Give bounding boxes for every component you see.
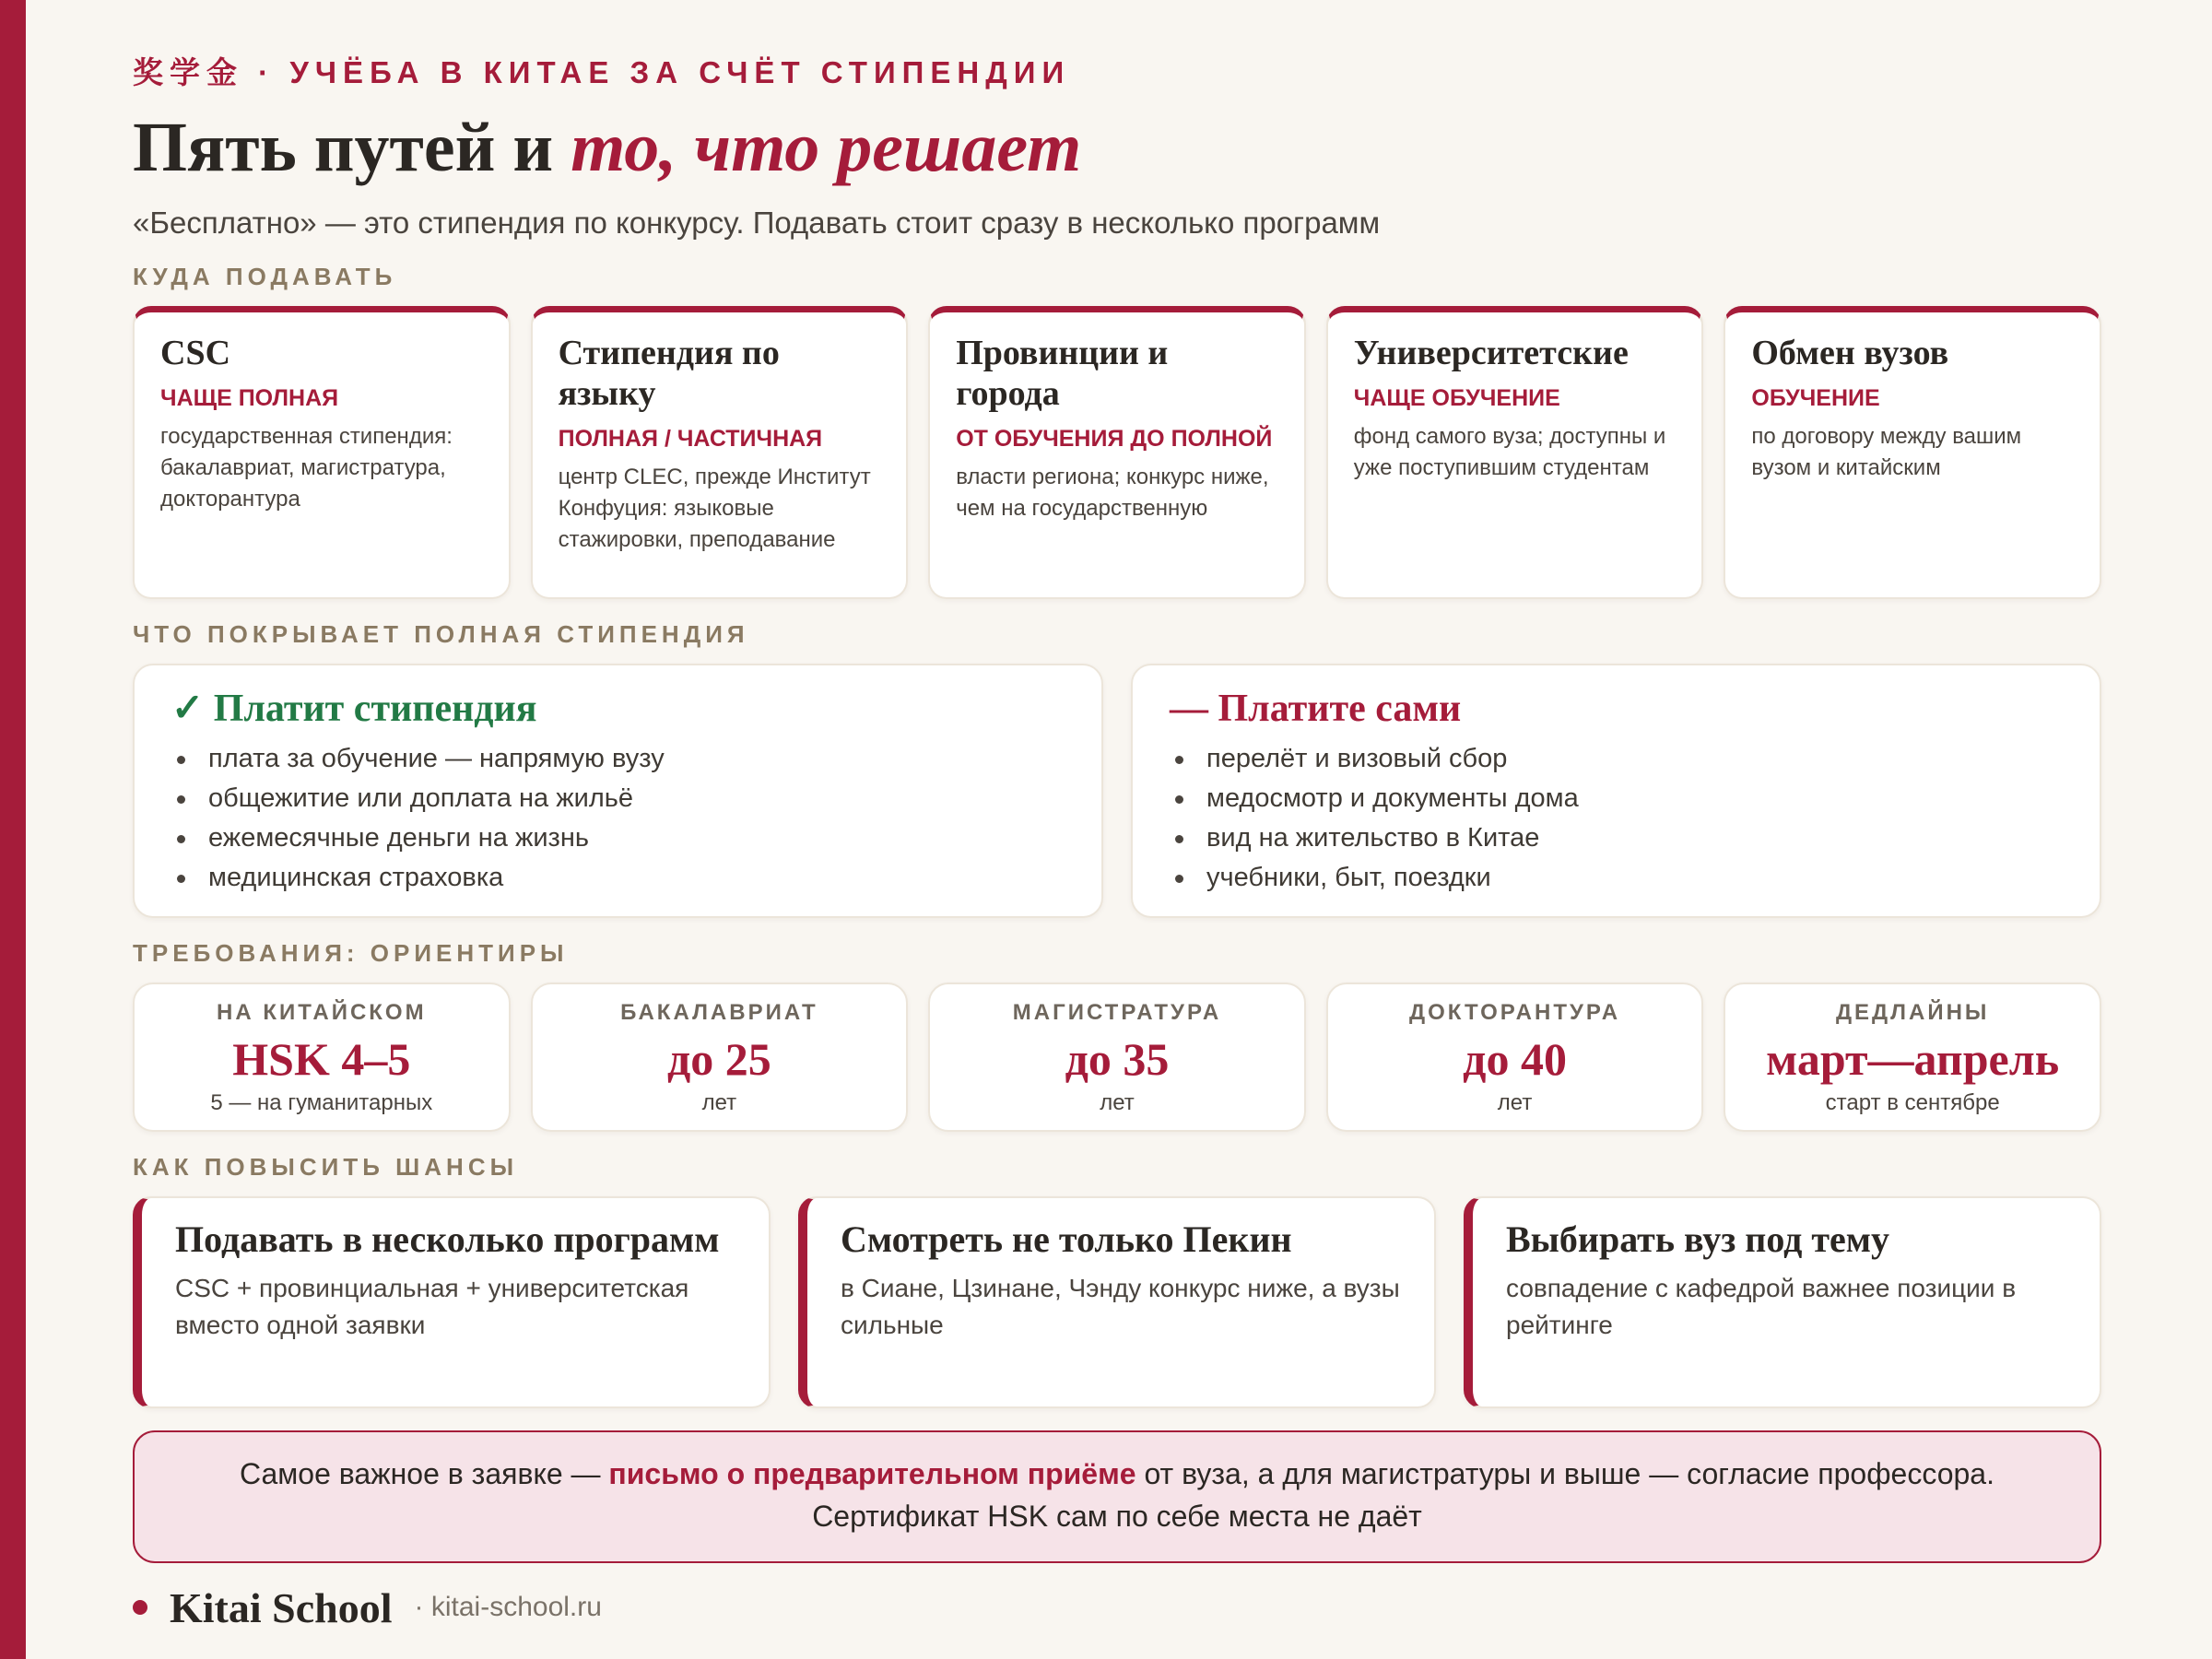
tip-title: Смотреть не только Пекин — [841, 1218, 1292, 1260]
coverage-row — [133, 664, 2101, 918]
not-covered-card — [1131, 664, 2101, 918]
tip-title: Подавать в несколько программ — [175, 1218, 720, 1260]
path-title: Обмен вузов — [1751, 334, 1949, 372]
tip-card-multiple — [133, 1196, 771, 1408]
page-title — [133, 103, 2101, 192]
path-tag: ПОЛНАЯ / ЧАСТИЧНАЯ — [558, 426, 823, 452]
note-text: от вуза, а для магистратуры и выше — согласие профессора. — [1135, 1457, 1994, 1490]
path-desc: по договору между вашим вузом и китайским — [1751, 424, 2022, 480]
section-label-requirements: ТРЕБОВАНИЯ: ОРИЕНТИРЫ — [133, 939, 569, 967]
tip-card-cities — [798, 1196, 1436, 1408]
req-value: до 25 — [666, 1033, 771, 1085]
subtitle: «Бесплатно» — это стипендия по конкурсу. Подавать стоит сразу в несколько программ — [133, 206, 1381, 240]
req-value: до 35 — [1065, 1033, 1170, 1085]
covered-list — [173, 739, 1065, 898]
req-card-bachelor — [531, 982, 909, 1132]
section-label-tips: КАК ПОВЫСИТЬ ШАНСЫ — [133, 1153, 519, 1181]
list-item: ежемесячные деньги на жизнь — [173, 818, 1065, 858]
req-note: 5 — на гуманитарных — [210, 1090, 433, 1115]
section-label-coverage: ЧТО ПОКРЫВАЕТ ПОЛНАЯ СТИПЕНДИЯ — [133, 620, 749, 648]
footer-brand: Kitai School — [170, 1583, 393, 1631]
list-item: учебники, быт, поездки — [1171, 858, 2063, 898]
brand-dot-icon — [133, 1600, 147, 1615]
note-line-2: Сертификат HSK сам по себе места не даёт — [812, 1500, 1422, 1533]
req-note: лет — [701, 1090, 737, 1115]
path-card-provinces — [928, 306, 1306, 599]
note-line-1 — [135, 1453, 2100, 1495]
tip-title: Выбирать вуз под тему — [1506, 1218, 1890, 1260]
list-item: общежитие или доплата на жильё — [173, 779, 1065, 818]
req-card-deadlines — [1724, 982, 2101, 1132]
path-desc: центр CLEC, прежде Институт Конфуция: языковые стажировки, преподавание — [558, 465, 871, 552]
req-label: МАГИСТРАТУРА — [1012, 1000, 1222, 1025]
path-card-university — [1326, 306, 1704, 599]
list-item: перелёт и визовый сбор — [1171, 739, 2063, 779]
path-card-csc — [133, 306, 511, 599]
req-card-chinese — [133, 982, 511, 1132]
path-desc: власти региона; конкурс ниже, чем на государственную — [956, 465, 1269, 521]
req-label: ДЕДЛАЙНЫ — [1835, 1000, 1990, 1025]
list-item: плата за обучение — напрямую вузу — [173, 739, 1065, 779]
req-label: БАКАЛАВРИАТ — [620, 1000, 818, 1025]
path-card-language — [531, 306, 909, 599]
req-note: старт в сентябре — [1825, 1090, 2000, 1115]
path-desc: фонд самого вуза; доступны и уже поступившим студентам — [1353, 424, 1666, 480]
req-label: ДОКТОРАНТУРА — [1409, 1000, 1621, 1025]
tips-row — [133, 1196, 2101, 1408]
req-value: HSK 4–5 — [232, 1033, 411, 1085]
tip-desc: CSC + провинциальная + университетская вместо одной заявки — [175, 1274, 689, 1339]
path-desc: государственная стипендия: бакалавриат, магистратура, докторантура — [160, 424, 453, 512]
accent-side-bar — [0, 0, 26, 1659]
requirements-row — [133, 982, 2101, 1132]
path-tag: ЧАЩЕ ПОЛНАЯ — [160, 385, 339, 411]
covered-title: ✓ Платит стипендия — [171, 688, 537, 730]
req-note: лет — [1100, 1090, 1135, 1115]
path-tag: ЧАЩЕ ОБУЧЕНИЕ — [1353, 385, 1560, 411]
infographic — [133, 52, 2101, 1563]
path-title: CSC — [160, 334, 231, 372]
req-value: до 40 — [1463, 1033, 1567, 1085]
path-tag: ОБУЧЕНИЕ — [1751, 385, 1880, 411]
paths-row — [133, 306, 2101, 599]
note-text: Самое важное в заявке — — [240, 1457, 609, 1490]
path-title: Провинции и города — [956, 334, 1169, 413]
covered-card — [133, 664, 1103, 918]
section-label-paths: КУДА ПОДАВАТЬ — [133, 263, 397, 290]
footer — [133, 1580, 602, 1635]
not-covered-title: — Платите сами — [1170, 688, 1462, 730]
title-plain: Пять путей и — [133, 109, 571, 186]
path-card-exchange — [1724, 306, 2101, 599]
key-note — [133, 1430, 2101, 1563]
req-label: НА КИТАЙСКОМ — [216, 1000, 427, 1025]
list-item: вид на жительство в Китае — [1171, 818, 2063, 858]
list-item: медицинская страховка — [173, 858, 1065, 898]
not-covered-list — [1171, 739, 2063, 898]
req-card-master — [928, 982, 1306, 1132]
tip-desc: совпадение с кафедрой важнее позиции в рейтинге — [1506, 1274, 2017, 1339]
tip-desc: в Сиане, Цзинане, Чэнду конкурс ниже, а вузы сильные — [841, 1274, 1400, 1339]
footer-url: · kitai-school.ru — [414, 1592, 602, 1622]
tip-card-topic — [1464, 1196, 2101, 1408]
path-title: Стипендия по языку — [558, 334, 780, 413]
req-value: март—апрель — [1766, 1033, 2060, 1085]
path-title: Университетские — [1353, 334, 1629, 372]
req-card-doctorate — [1326, 982, 1704, 1132]
title-accent: то, что решает — [571, 109, 1082, 186]
eyebrow: 奖学金 · УЧЁБА В КИТАЕ ЗА СЧЁТ СТИПЕНДИИ — [133, 55, 1071, 89]
path-tag: ОТ ОБУЧЕНИЯ ДО ПОЛНОЙ — [956, 426, 1273, 452]
note-highlight: письмо о предварительном приёме — [608, 1457, 1136, 1490]
req-note: лет — [1497, 1090, 1533, 1115]
list-item: медосмотр и документы дома — [1171, 779, 2063, 818]
